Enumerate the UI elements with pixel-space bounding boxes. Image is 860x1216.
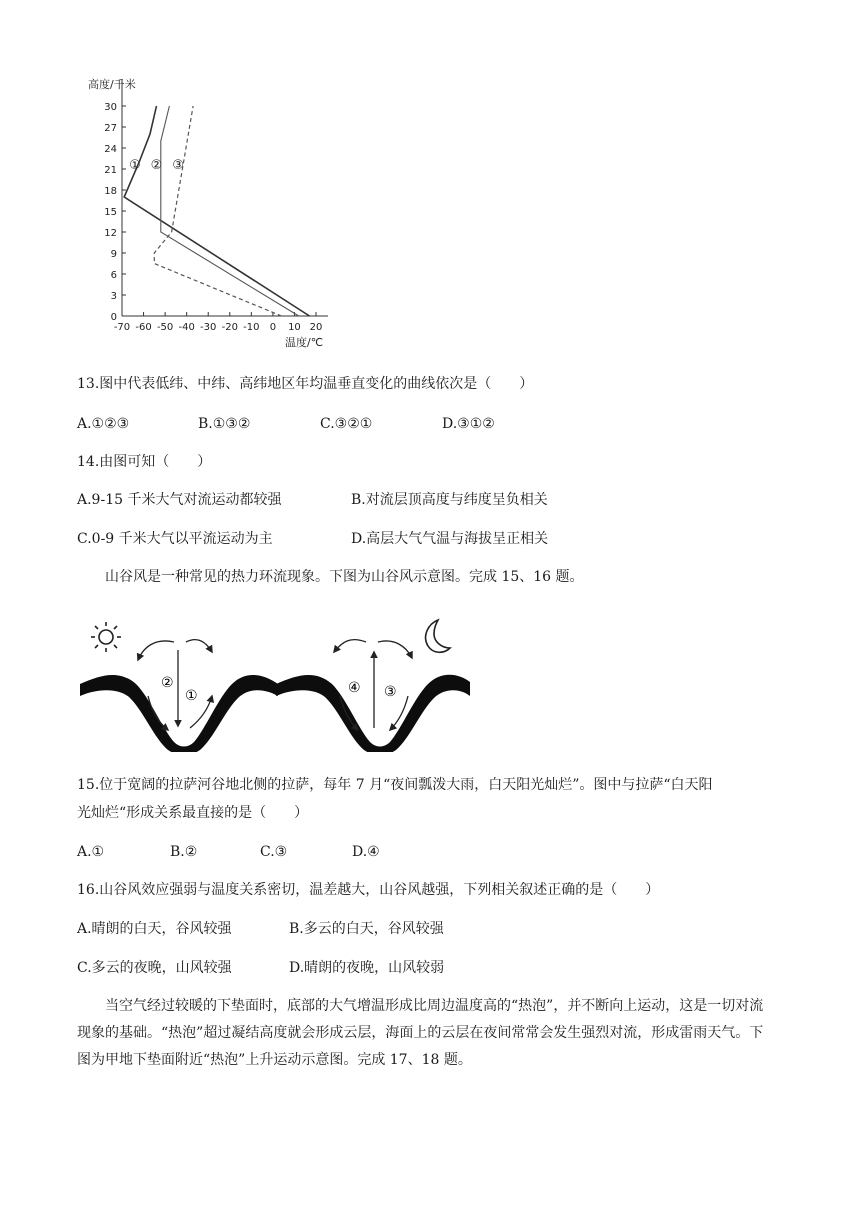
series-label-2: ② [150, 158, 163, 173]
q16-option-c[interactable]: C.多云的夜晚，山风较强 [77, 960, 232, 976]
y-tick-label: 0 [110, 312, 117, 323]
q14-option-a[interactable]: A.9-15 千米大气对流运动都较强 [77, 492, 282, 508]
label-4: ④ [348, 680, 361, 696]
temperature-altitude-chart [80, 70, 340, 352]
moon-icon [426, 620, 450, 652]
y-axis-label: 高度/千米 [88, 78, 136, 91]
series-label-3: ③ [172, 158, 184, 173]
y-tick-label: 12 [104, 228, 117, 239]
x-tick-label: -40 [178, 322, 195, 333]
x-tick-label: -10 [243, 322, 260, 333]
question-15-line-1: 15.位于宽阔的拉萨河谷地北侧的拉萨，每年 7 月“夜间瓢泼大雨，白天阳光灿烂”。图中与拉萨“白天阳 [77, 777, 713, 793]
question-15-line-2: 光灿烂“形成关系最直接的是（ ） [77, 805, 309, 821]
x-tick-label: -50 [156, 322, 174, 333]
mountain-valley-wind-diagram [78, 612, 473, 752]
series-line-3 [154, 106, 281, 316]
x-tick-label: -30 [200, 322, 217, 333]
series-line-2 [161, 106, 299, 316]
q16-option-d[interactable]: D.晴朗的夜晚，山风较弱 [289, 960, 445, 976]
y-tick-label: 27 [104, 123, 117, 134]
q14-option-b[interactable]: B.对流层顶高度与纬度呈负相关 [351, 492, 548, 508]
label-3: ③ [384, 684, 397, 700]
question-16: 16.山谷风效应强弱与温度关系密切，温差越大，山谷风越强，下列相关叙述正确的是（ ） [77, 882, 660, 898]
intro-15-16: 山谷风是一种常见的热力环流现象。下图为山谷风示意图。完成 15、16 题。 [105, 569, 584, 585]
x-tick-label: -60 [135, 322, 152, 333]
q14-option-c[interactable]: C.0-9 千米大气以平流运动为主 [77, 531, 273, 547]
x-tick-label: -70 [113, 322, 131, 333]
valley-terrain-day [80, 675, 278, 752]
y-tick-label: 15 [104, 207, 117, 218]
x-axis-label: 温度/℃ [285, 336, 324, 349]
q15-option-d[interactable]: D.④ [352, 844, 380, 860]
y-tick-label: 6 [110, 270, 117, 281]
intro-17-18: 当空气经过较暖的下垫面时，底部的大气增温形成比周边温度高的“热泡”，并不断向上运动，这是一切对流现象的基础。“热泡”超过凝结高度就会形成云层，海面上的云层在夜间常常会发生强烈对流，形成雷雨天气。下图为甲地下垫面附近“热泡”上升运动示意图。完成 17、18 题。 [77, 998, 764, 1068]
valley-terrain-night [276, 675, 470, 752]
q13-option-d[interactable]: D.③①② [442, 416, 495, 432]
y-tick-label: 18 [104, 186, 117, 197]
question-13: 13.图中代表低纬、中纬、高纬地区年均温垂直变化的曲线依次是（ ） [77, 376, 534, 392]
label-2: ② [161, 675, 174, 691]
sun-icon [91, 622, 121, 652]
series-line-1 [124, 106, 309, 316]
x-tick-label: -20 [221, 322, 238, 333]
y-tick-label: 3 [110, 291, 117, 302]
question-14: 14.由图可知（ ） [77, 454, 212, 470]
series-label-1: ① [129, 158, 141, 173]
q13-option-c[interactable]: C.③②① [320, 416, 373, 432]
q16-option-a[interactable]: A.晴朗的白天，谷风较强 [77, 921, 232, 937]
x-tick-label: 0 [269, 322, 277, 333]
q13-option-a[interactable]: A.①②③ [77, 416, 130, 432]
x-tick-label: 10 [288, 322, 301, 333]
q16-option-b[interactable]: B.多云的白天，谷风较强 [289, 921, 444, 937]
y-tick-label: 9 [110, 249, 117, 260]
x-tick-label: 20 [309, 322, 323, 333]
y-tick-label: 21 [104, 165, 117, 176]
q13-option-b[interactable]: B.①③② [198, 416, 251, 432]
q14-option-d[interactable]: D.高层大气气温与海拔呈正相关 [351, 531, 549, 547]
q15-option-a[interactable]: A.① [77, 844, 105, 860]
label-1: ① [185, 688, 198, 704]
y-tick-label: 30 [104, 102, 117, 113]
y-tick-label: 24 [104, 144, 117, 155]
q15-option-b[interactable]: B.② [170, 844, 198, 860]
q15-option-c[interactable]: C.③ [260, 844, 288, 860]
